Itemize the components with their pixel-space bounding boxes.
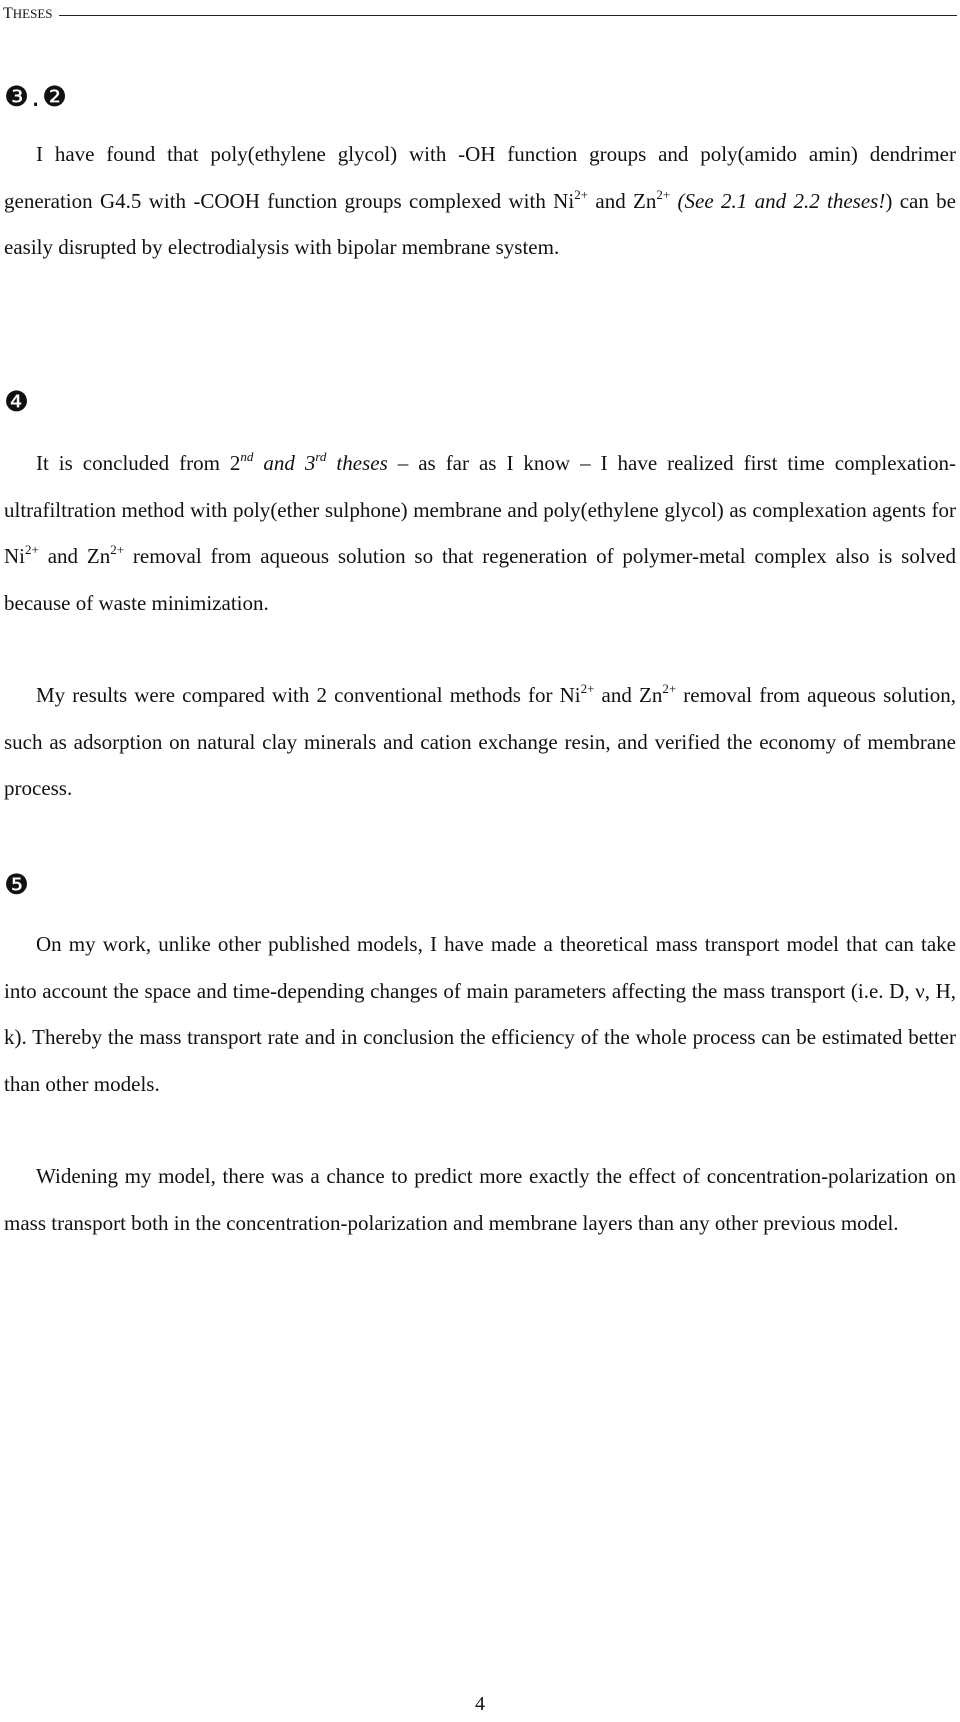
page-number: 4: [475, 1693, 485, 1715]
superscript: 2+: [25, 542, 39, 557]
text-run: removal from aqueous solution so that regeneration of polymer-metal complex also is solved because of waste minimization.: [4, 544, 956, 615]
text-run: I have found that poly(ethylene glycol) with -OH function groups and poly(amido amin) dendrimer generation G4.5 with -COOH function groups complexed with Ni: [4, 142, 956, 213]
running-header: [3, 2, 957, 26]
text-run: and Zn: [594, 683, 663, 707]
paragraph-5-2: Widening my model, there was a chance to predict more exactly the effect of concentration-polarization on mass transport both in the concentration-polarization and membrane layers than any other previous model.: [4, 1164, 956, 1235]
text-run: and Zn: [38, 544, 111, 568]
text-run: and Zn: [588, 188, 657, 213]
paragraph-5-1: On my work, unlike other published models, I have made a theoretical mass transport model that can take into account the space and time-depending changes of main parameters affecting the mass transport (i.e. D, ν, H, k). Thereby the mass transport rate and in conclusion the efficiency of the whole process can be estimated better than other models.: [4, 932, 956, 1096]
header-title-rest: HESES: [12, 6, 53, 21]
superscript: rd: [315, 449, 327, 464]
section-marker-3-2: ❸.❷: [4, 80, 70, 113]
superscript: 2+: [110, 542, 125, 557]
text-run: [670, 189, 677, 213]
italic-run: theses: [326, 451, 388, 475]
paragraph-4-2: [4, 672, 956, 812]
text-run: – as far as I know – I have realized first time complexation-ultrafiltration method with poly(ether sulphone) membrane and poly(ethylene glycol) as complexation agents for Ni: [4, 451, 957, 568]
italic-run: and 3: [253, 451, 316, 475]
text-run: It is concluded from 2: [36, 451, 241, 475]
section-marker-5: ❺: [4, 868, 32, 901]
superscript: nd: [240, 449, 254, 464]
section-marker-4: ❹: [4, 385, 32, 418]
text-run: removal from aqueous solution, such as adsorption on natural clay minerals and cation exchange resin, and verified the economy of membrane process.: [4, 683, 956, 800]
italic-run: (See 2.1 and 2.2 theses!: [677, 188, 886, 213]
header-title-initial: T: [3, 5, 13, 22]
paragraph-4-1: [4, 440, 956, 626]
superscript: 2+: [656, 186, 671, 202]
paragraph-3-2: [4, 131, 956, 271]
superscript: 2+: [580, 681, 595, 696]
header-title: [3, 5, 59, 23]
superscript: 2+: [662, 681, 677, 696]
text-run: My results were compared with 2 conventional methods for Ni: [36, 683, 581, 707]
superscript: 2+: [574, 186, 589, 202]
header-rule: [59, 15, 957, 16]
text-run: ) can be easily disrupted by electrodialysis with bipolar membrane system.: [4, 188, 956, 259]
